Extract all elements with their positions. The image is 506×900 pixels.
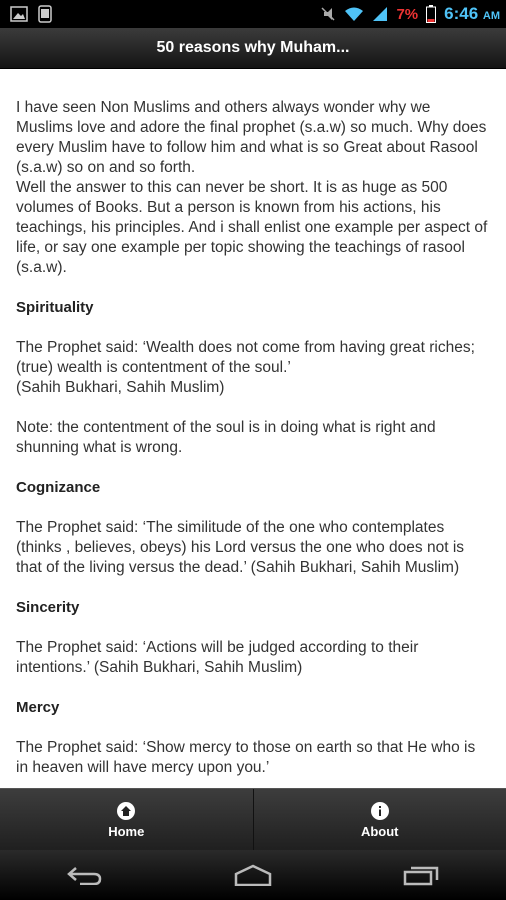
tab-about-label: About [360, 823, 399, 839]
quote-text: The Prophet said: ‘Wealth does not come from having great riches; (true) wealth is contentment of the soul.’ [16, 339, 475, 376]
section-heading-cognizance: Cognizance [16, 479, 101, 496]
back-icon [66, 865, 102, 885]
recent-apps-button[interactable] [392, 855, 452, 895]
section-heading-sincerity: Sincerity [16, 599, 80, 616]
bottom-tab-bar [0, 788, 506, 851]
section-text-spirituality [16, 338, 490, 398]
clock [444, 4, 500, 24]
mute-icon [320, 6, 336, 22]
info-icon [371, 802, 389, 820]
tab-about[interactable] [253, 789, 506, 851]
home-button[interactable] [223, 855, 283, 895]
title-bar [0, 28, 506, 69]
intro-text-1: I have seen Non Muslims and others always wonder why we Muslims love and adore the final prophet (s.a.w) so much. Why does every Muslim have to follow him and what is so Great about Rasool (s.a.w) so on and so forth. [16, 99, 487, 176]
intro-text-2: Well the answer to this can never be short. It is as huge as 500 volumes of Books. But a person is known from his actions, his teachings, his principles. And i shall enlist one example per aspect of life, or say one example per topic showing the teachings of rasool (s.a.w). [16, 179, 488, 276]
gallery-notification-icon [10, 6, 28, 22]
article-content[interactable] [0, 68, 506, 788]
intro-paragraph [16, 98, 490, 278]
clock-time: 6:46 [444, 4, 479, 23]
status-bar [0, 0, 506, 28]
quote-source: (Sahih Bukhari, Sahih Muslim) [16, 379, 225, 396]
tab-home[interactable] [0, 789, 253, 851]
section-text-mercy: The Prophet said: ‘Show mercy to those on earth so that He who is in heaven will have mercy upon you.’ [16, 739, 476, 776]
home-icon [117, 802, 135, 820]
page-title: 50 reasons why Muham... [156, 39, 350, 56]
system-nav-bar [0, 850, 506, 900]
section-text-cognizance: The Prophet said: ‘The similitude of the one who contemplates (thinks , believes, obeys) his Lord versus the one who does not is that of the living versus the dead.’ (Sahih Bukhari, Sahih Muslim) [16, 519, 465, 576]
section-note-spirituality: Note: the contentment of the soul is in doing what is right and shunning what is wrong. [16, 419, 436, 456]
battery-percent: 7% [396, 5, 419, 23]
section-text-sincerity: The Prophet said: ‘Actions will be judged according to their intentions.’ (Sahih Bukhari, Sahih Muslim) [16, 639, 419, 676]
clock-ampm: AM [482, 10, 500, 22]
section-heading-mercy: Mercy [16, 699, 60, 716]
wifi-icon [344, 6, 364, 22]
back-button[interactable] [54, 855, 114, 895]
battery-icon [426, 5, 436, 23]
screenshot-notification-icon [38, 5, 52, 23]
tab-home-label: Home [108, 823, 145, 839]
home-nav-icon [233, 864, 273, 886]
recent-apps-icon [403, 864, 441, 886]
signal-icon [372, 6, 388, 22]
section-heading-spirituality: Spirituality [16, 299, 94, 316]
